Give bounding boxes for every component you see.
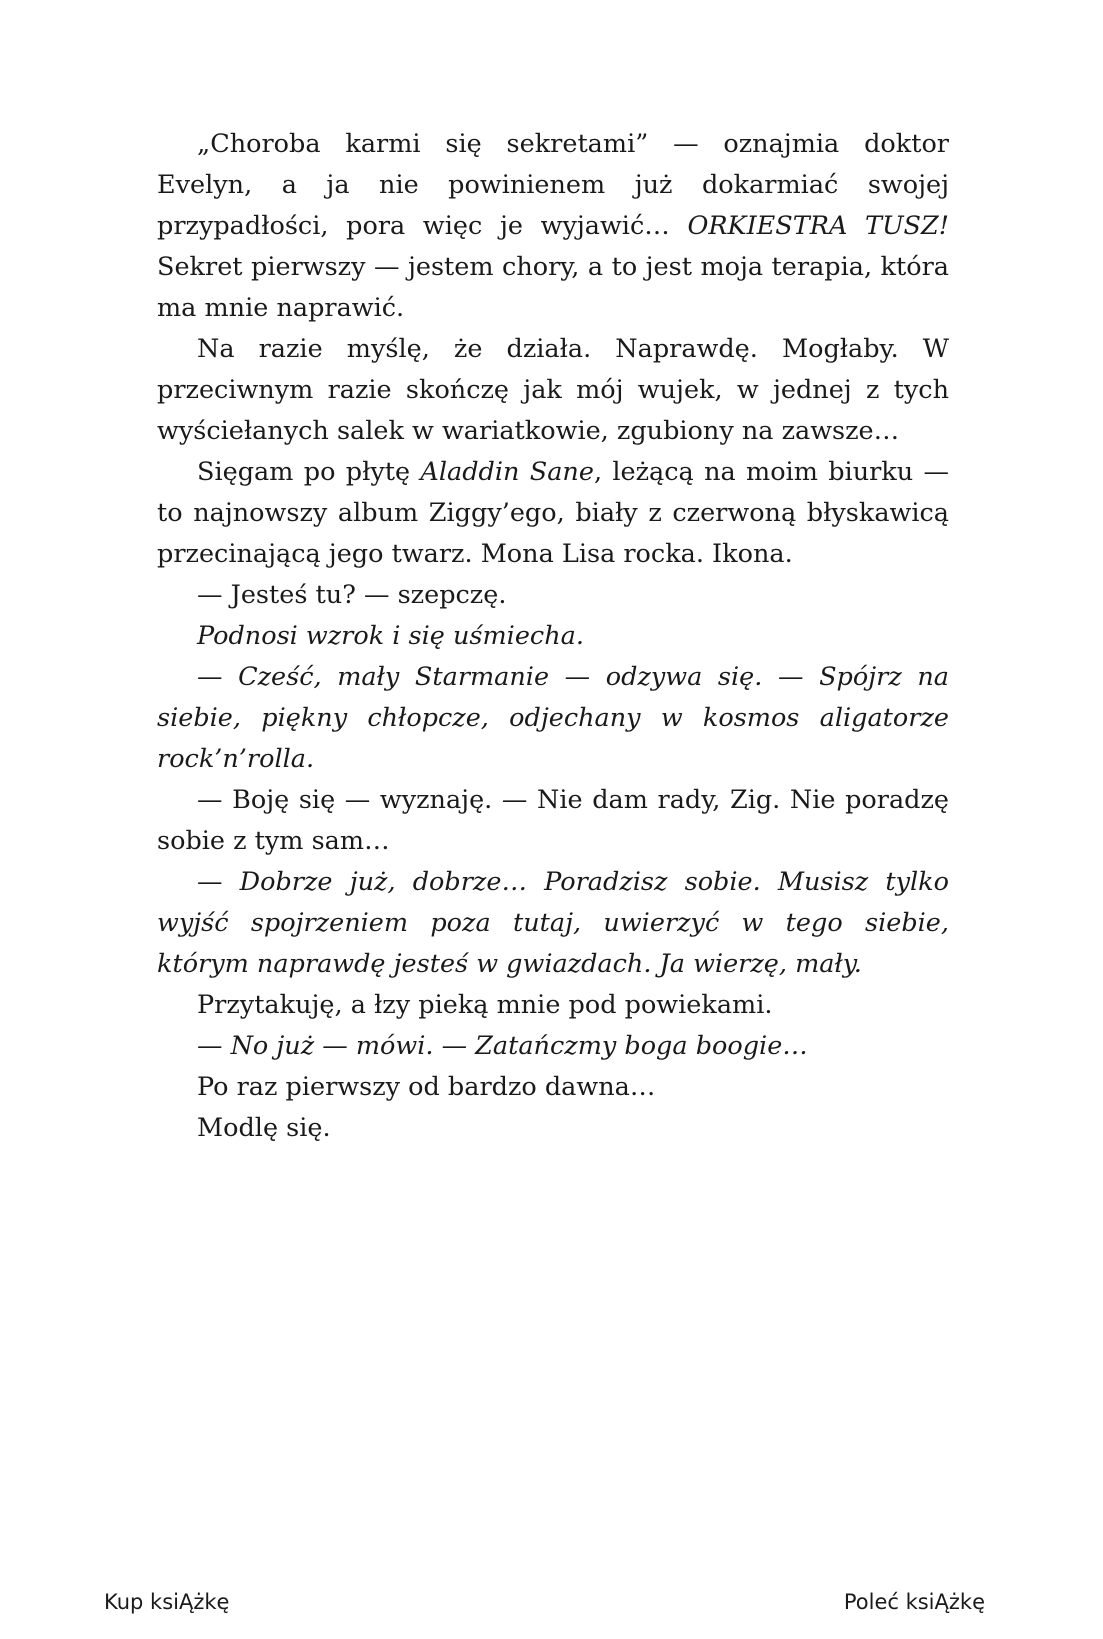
paragraph xyxy=(157,862,949,985)
text-segment: Aladdin Sane xyxy=(420,457,594,487)
text-segment: — Dobrze już, dobrze… Poradzisz sobie. Musisz tylko wyjść spojrzeniem poza tutaj, uwierzyć w tego siebie, którym naprawdę jesteś w gwiazdach. Ja wierzę, mały. xyxy=(157,867,949,979)
paragraph xyxy=(157,1067,949,1108)
text-segment: Sięgam po płytę xyxy=(197,457,421,487)
buy-book-link[interactable]: Kup ksiĄżkę xyxy=(104,1590,230,1614)
text-segment: — Cześć, mały Starmanie — odzywa się. — Spójrz na siebie, piękny chłopcze, odjechany w kosmos aligatorze rock’n’rolla. xyxy=(157,662,949,774)
text-segment: — No już — mówi. — Zatańczmy boga boogie… xyxy=(197,1031,808,1061)
paragraph xyxy=(157,780,949,862)
paragraph xyxy=(157,616,949,657)
paragraph xyxy=(157,985,949,1026)
text-segment: ORKIESTRA TUSZ! xyxy=(687,211,949,241)
text-segment: Podnosi wzrok i się uśmiecha. xyxy=(197,621,584,651)
paragraph xyxy=(157,657,949,780)
recommend-book-link[interactable]: Poleć ksiĄżkę xyxy=(843,1590,985,1614)
text-segment: Po raz pierwszy od bardzo dawna… xyxy=(197,1072,656,1102)
paragraph xyxy=(157,1026,949,1067)
page-body-text xyxy=(157,124,949,1149)
text-segment: Na razie myślę, że działa. Naprawdę. Mogłaby. W przeciwnym razie skończę jak mój wujek, w jednej z tych wyściełanych salek w wariatkowie, zgubiony na zawsze… xyxy=(157,334,949,446)
text-segment: , leżącą na moim biurku — to najnowszy album Ziggy’ego, biały z czerwoną błyskawicą przecinającą jego twarz. Mona Lisa rocka. Ikona. xyxy=(157,457,950,569)
text-segment: — Boję się — wyznaję. — Nie dam rady, Zig. Nie poradzę sobie z tym sam… xyxy=(157,785,949,856)
paragraph xyxy=(157,124,949,329)
paragraph xyxy=(157,452,949,575)
text-segment: — Jesteś tu? — szepczę. xyxy=(197,580,507,610)
text-segment: Modlę się. xyxy=(197,1113,331,1143)
text-segment: Przytakuję, a łzy pieką mnie pod powiekami. xyxy=(197,990,773,1020)
paragraph xyxy=(157,1108,949,1149)
text-segment: Sekret pierwszy — jestem chory, a to jest moja terapia, która ma mnie naprawić. xyxy=(157,252,949,323)
text-segment: „Choroba karmi się sekretami” — oznajmia doktor Evelyn, a ja nie powinienem już dokarmiać swojej przypadłości, pora więc je wyjawić… xyxy=(157,129,949,241)
paragraph xyxy=(157,575,949,616)
paragraph xyxy=(157,329,949,452)
